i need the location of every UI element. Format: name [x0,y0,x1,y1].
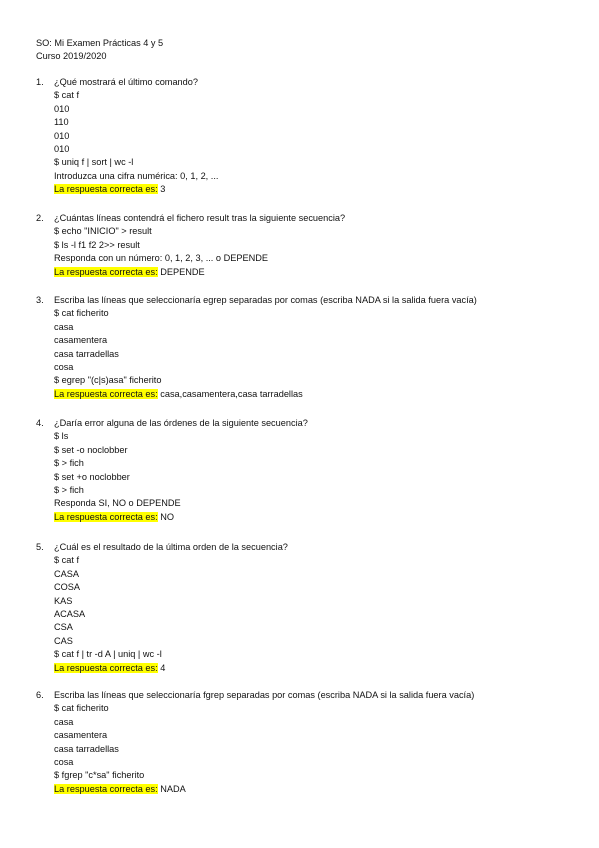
question-line: casamentera [54,335,108,346]
answer-row [54,266,576,279]
question-line: 010 [54,103,70,114]
question-line: $ echo "INICIO" > result [54,226,152,237]
question-line: $ fgrep "c*sa" ficherito [54,770,145,781]
question-1 [36,76,576,197]
answer-row [54,662,576,675]
answer-value: 4 [160,662,166,673]
question-line: ACASA [54,608,86,619]
answer-value: casa,casamentera,casa tarradellas [160,388,303,399]
question-line: CAS [54,635,73,646]
question-line: $ cat f [54,555,80,566]
question-text: ¿Cuál es el resultado de la última orden de la secuencia? [54,542,288,552]
question-line: CASA [54,568,80,579]
document-title: SO: Mi Examen Prácticas 4 y 5 [36,38,164,48]
question-line: casa [54,716,74,727]
answer-row [54,783,576,796]
question-number: 2. [36,213,44,223]
question-3 [36,294,576,401]
question-line: 010 [54,130,70,141]
answer-label: La respuesta correcta es: [54,266,158,277]
answer-row [54,388,576,401]
question-number: 5. [36,542,44,552]
answer-label: La respuesta correcta es: [54,662,158,673]
question-line: 010 [54,143,70,154]
question-line: CSA [54,622,73,633]
answer-value: 3 [160,184,166,195]
question-line: $ set -o noclobber [54,444,128,455]
question-line: $ cat ficherito [54,308,109,319]
answer-label: La respuesta correcta es: [54,511,158,522]
answer-row [54,183,576,196]
question-4 [36,417,576,524]
question-6 [36,689,576,796]
answer-label: La respuesta correcta es: [54,184,158,195]
question-line: 110 [54,117,69,128]
question-line: $ > fich [54,484,84,495]
question-line: casa tarradellas [54,743,119,754]
question-line: Responda SI, NO o DEPENDE [54,498,181,509]
question-line: $ cat ficherito [54,703,109,714]
question-text: Escriba las líneas que seleccionaría fgrep separadas por comas (escriba NADA si la salida fuera vacía) [54,690,475,700]
question-number: 6. [36,690,44,700]
question-line: $ ls [54,431,69,442]
question-line: cosa [54,756,74,767]
question-line: COSA [54,582,81,593]
question-number: 1. [36,77,44,87]
question-number: 3. [36,295,44,305]
question-line: $ > fich [54,458,84,469]
question-line: KAS [54,595,73,606]
question-line: cosa [54,361,74,372]
document-header [36,37,163,63]
answer-row [54,511,576,524]
question-line: $ ls -l f1 f2 2>> result [54,239,140,250]
question-5 [36,541,576,675]
answer-value: DEPENDE [160,266,205,277]
answer-value: NO [160,511,175,522]
question-line: Responda con un número: 0, 1, 2, 3, ... o DEPENDE [54,253,268,264]
answer-label: La respuesta correcta es: [54,783,158,794]
question-line: casa tarradellas [54,348,119,359]
question-number: 4. [36,418,44,428]
question-line: $ set +o noclobber [54,471,130,482]
question-line: $ cat f [54,90,80,101]
question-text: ¿Qué mostrará el último comando? [54,77,198,87]
question-text: ¿Daría error alguna de las órdenes de la siguiente secuencia? [54,418,308,428]
question-line: $ cat f | tr -d A | uniq | wc -l [54,649,162,660]
question-text: Escriba las líneas que seleccionaría egrep separadas por comas (escriba NADA si la salida fuera vacía) [54,295,477,305]
question-line: $ uniq f | sort | wc -l [54,157,134,168]
question-line: casamentera [54,730,108,741]
question-line: casa [54,321,74,332]
answer-value: NADA [160,783,186,794]
question-text: ¿Cuántas líneas contendrá el fichero result tras la siguiente secuencia? [54,213,346,223]
question-line: Introduzca una cifra numérica: 0, 1, 2, ... [54,170,219,181]
course-label: Curso 2019/2020 [36,51,107,61]
question-line: $ egrep "(c|s)asa" ficherito [54,375,162,386]
question-2 [36,212,576,279]
answer-label: La respuesta correcta es: [54,388,158,399]
